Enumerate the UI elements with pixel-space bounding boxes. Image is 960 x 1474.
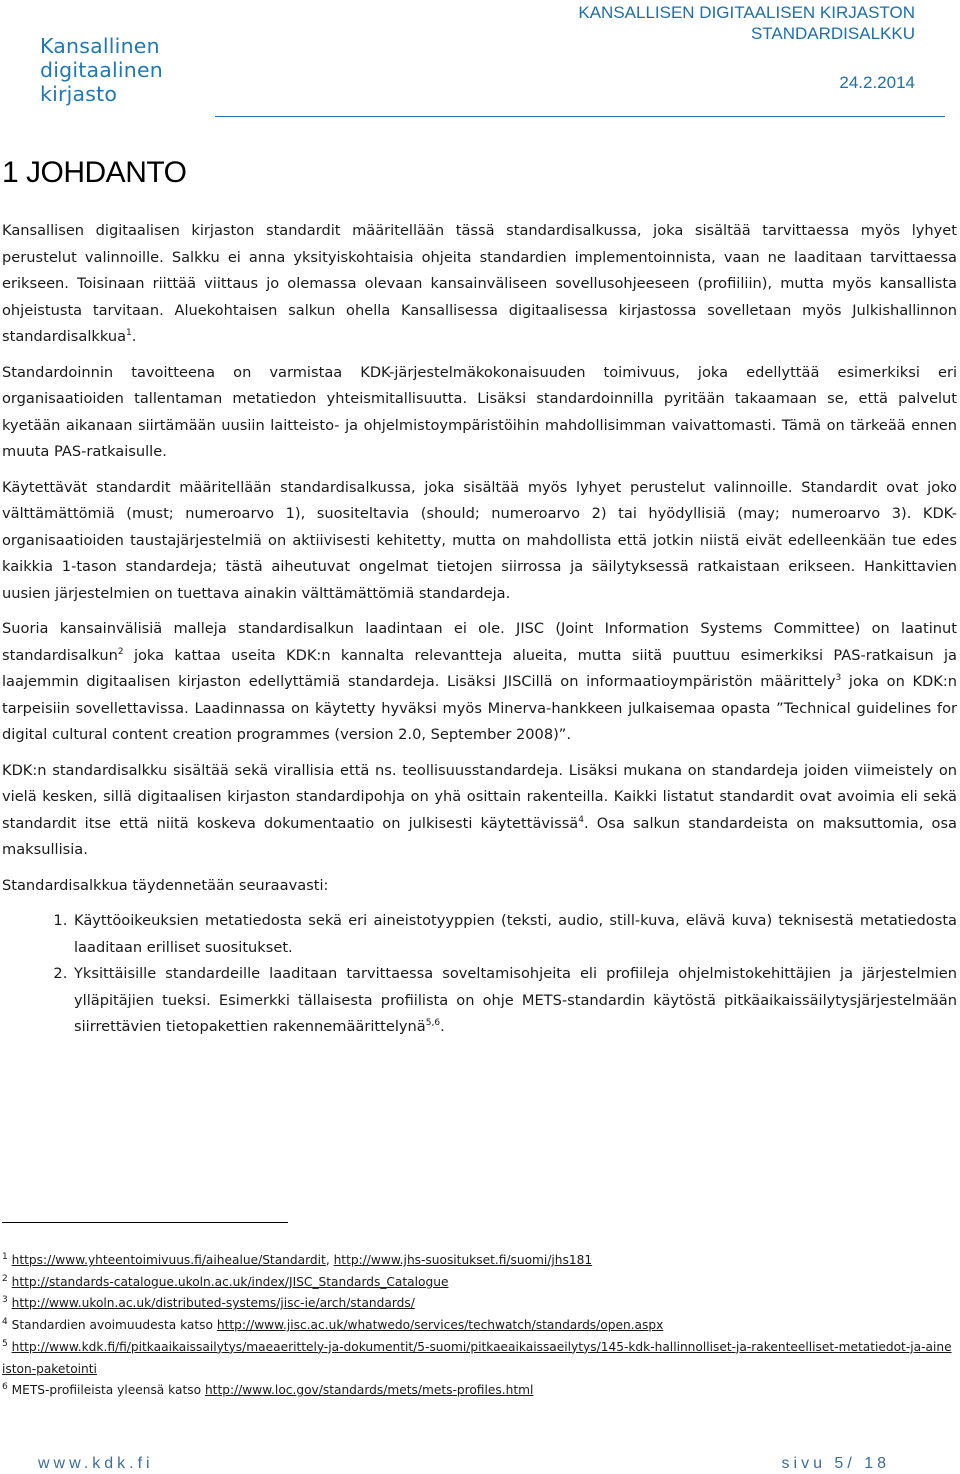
footnote-ref-5-6[interactable]: 5,6 — [425, 1018, 441, 1029]
footer-page-number: sivu 5/ 18 — [781, 1455, 890, 1472]
footnote-5-link[interactable]: http://www.kdk.fi/fi/pitkaaikaissailytys/maeaerittely-ja-dokumentit/5-suomi/pitkaeaikaissaeilytys/145-kdk-hallinnolliset-ja-rakenteelliset-metatiedot-ja-aineiston-paketointi — [2, 1339, 952, 1376]
paragraph-2: Standardoinnin tavoitteena on varmistaa KDK-järjestelmäkokonaisuuden toimivuus, joka edellyttää esimerkiksi eri organisaatioiden tallentaman metatiedon yhteismitallisuutta. Lisäksi standardoinnilla pyritään takaamaan se, että palvelut kyetään aikanaan siirtämään uusiin laitteisto- ja ohjelmistoympäristöihin mahdollisimman vaivattomasti. Tämä on tärkeää ennen muuta PAS-ratkaisulle. — [2, 363, 957, 460]
footnote-2-number: 2 — [2, 1273, 8, 1284]
footnote-4-number: 4 — [2, 1317, 8, 1328]
paragraph-5-part-b: . Osa salkun standardeista on maksuttomia, osa maksullisia. — [2, 814, 958, 858]
footnote-1-link-1[interactable]: https://www.yhteentoimivuus.fi/aihealue/Standardit — [11, 1253, 326, 1267]
footnote-ref-1[interactable]: 1 — [126, 328, 132, 339]
paragraph-1-end: . — [131, 328, 137, 345]
footnote-1-link-2[interactable]: http://www.jhs-suositukset.fi/suomi/jhs181 — [333, 1253, 593, 1267]
paragraph-5-part-a: KDK:n standardisalkku sisältää sekä virallisia että ns. teollisuusstandardeja. Lisäksi mukana on standardeja joiden viimeistely on vielä kesken, sillä digitaalisen kirjaston standardipohja on yhä osittain rakenteilla. Kaikki listatut standardit ovat avoimia eli sekä standardit itse että niitä koskeva dokumentaatio on julkisesti käytettävissä — [2, 761, 957, 832]
footnote-ref-4[interactable]: 4 — [578, 814, 584, 825]
paragraph-4-part-b: joka kattaa useita KDK:n kannalta relevantteja alueita, mutta siitä puuttuu esimerkiksi PAS-ratkaisun ja laajemmin digitaalisen kirjaston edellyttämiä standardeja. Lisäksi JISCillä on informaatioympäristön määrittely — [2, 646, 957, 690]
footnote-4-text: Standardien avoimuudesta katso — [7, 1318, 217, 1333]
footnote-divider — [2, 1222, 288, 1223]
footnote-4-link[interactable]: http://www.jisc.ac.uk/whatwedo/services/techwatch/standards/open.aspx — [216, 1318, 664, 1333]
footnote-ref-3[interactable]: 3 — [835, 673, 842, 684]
footnote-3-number: 3 — [2, 1295, 8, 1306]
footnote-ref-2[interactable]: 2 — [117, 646, 124, 657]
footnote-1-separator: , — [325, 1253, 334, 1267]
footnote-1 — [2, 1250, 952, 1272]
logo-line-1: Kansallinen — [40, 34, 160, 58]
document-title-line-1: KANSALLISEN DIGITAALISEN KIRJASTON — [578, 3, 915, 22]
footer-website: www.kdk.fi — [38, 1455, 154, 1472]
document-title-line-2: STANDARDISALKKU — [750, 24, 915, 43]
footnote-6-link[interactable]: http://www.loc.gov/standards/mets/mets-profiles.html — [204, 1383, 534, 1398]
footnote-6 — [2, 1380, 952, 1402]
paragraph-6: Standardisalkkua täydennetään seuraavasti: — [2, 876, 329, 894]
section-heading: 1 JOHDANTO — [2, 156, 187, 189]
list-item-2-end: . — [440, 1018, 445, 1035]
logo-line-3: kirjasto — [40, 82, 118, 106]
paragraph-1-text: Kansallisen digitaalisen kirjaston standardit määritellään tässä standardisalkussa, joka sisältää tarvittaessa myös lyhyet perustelut valinnoille. Salkku ei anna yksityiskohtaisia ohjeita standardien implementoinnista, vaan ne laaditaan tarvittaessa erikseen. Toisinaan riittää viittaus jo olemassa olevaan kansainväliseen sovellusohjeeseen (profiiliin), mutta myös kansallista ohjeistusta tarvitaan. Aluekohtaisen salkun ohella Kansallisessa digitaalisessa kirjastossa sovelletaan myös Julkishallinnon standardisalkkua — [2, 222, 957, 345]
paragraph-4-part-c: joka on KDK:n tarpeisiin sovellettavissa. Laadinnassa on käytetty hyväksi myös Minerva-hankkeen julkaisemaa opasta ”Technical guidelines for digital cultural content creation programmes (version 2.0, September 2008)”. — [2, 673, 957, 743]
document-date: 24.2.2014 — [839, 73, 915, 92]
list-item-2-text: Yksittäisille standardeille laaditaan tarvittaessa soveltamisohjeita eli profiileja ohjelmistokehittäjien ja järjestelmien ylläpitäjien tueksi. Esimerkki tällaisesta profiilista on ohje METS-standardin käytöstä pitkäaikaissäilytysjärjestelmään siirrettävien tietopakettien rakennemäärittelynä — [74, 965, 957, 1035]
kdk-logo — [40, 34, 200, 106]
paragraph-4 — [2, 616, 957, 749]
footnote-2-link[interactable]: http://standards-catalogue.ukoln.ac.uk/index/JISC_Standards_Catalogue — [11, 1274, 449, 1289]
footnote-5-number: 5 — [2, 1338, 8, 1349]
document-title — [578, 2, 915, 44]
paragraph-4-part-a: Suoria kansainvälisiä malleja standardisalkun laadintaan ei ole. JISC (Joint Information Systems Committee) on laatinut standardisalkun — [2, 620, 957, 664]
list-item-1: 1. Käyttöoikeuksien metatiedosta sekä eri aineistotyyppien (teksti, audio, still-kuva, elävä kuva) teknisestä metatiedosta laaditaan erilliset suositukset. — [72, 908, 957, 961]
footnote-4 — [2, 1315, 952, 1337]
paragraph-3: Käytettävät standardit määritellään standardisalkussa, joka sisältää myös lyhyet perustelut valinnoille. Standardit ovat joko välttämättömiä (must; numeroarvo 1), suositeltavia (should; numeroarvo 2) tai hyödyllisiä (may; numeroarvo 3). KDK-organisaatioiden taustajärjestelmiä on aktiivisesti kehitetty, mutta on mahdollista että jotkin niistä eivät edelleenkään tue edes kaikkia 1-tason standardeja; tästä aiheutuvat ongelmat tietojen siirrossa ja säilytyksessä ratkaistaan erikseen. Hankittavien uusien järjestelmien on tuettava ainakin välttämättömiä standardeja. — [2, 478, 957, 602]
footnote-5 — [2, 1337, 952, 1380]
paragraph-1 — [2, 218, 957, 351]
footnote-2 — [2, 1272, 952, 1294]
paragraph-5 — [2, 758, 957, 864]
footnote-1-number: 1 — [2, 1251, 8, 1262]
footnotes — [2, 1250, 952, 1402]
footnote-6-number: 6 — [2, 1382, 8, 1393]
logo-line-2: digitaalinen — [40, 58, 163, 82]
footnote-6-text: METS-profiileista yleensä katso — [7, 1383, 205, 1398]
body-text — [2, 218, 957, 1041]
numbered-list — [2, 908, 957, 1041]
footnote-3 — [2, 1293, 952, 1315]
header-divider — [215, 116, 945, 117]
footnote-3-link[interactable]: http://www.ukoln.ac.uk/distributed-systems/jisc-ie/arch/standards/ — [11, 1296, 415, 1311]
list-item-2 — [72, 961, 957, 1041]
